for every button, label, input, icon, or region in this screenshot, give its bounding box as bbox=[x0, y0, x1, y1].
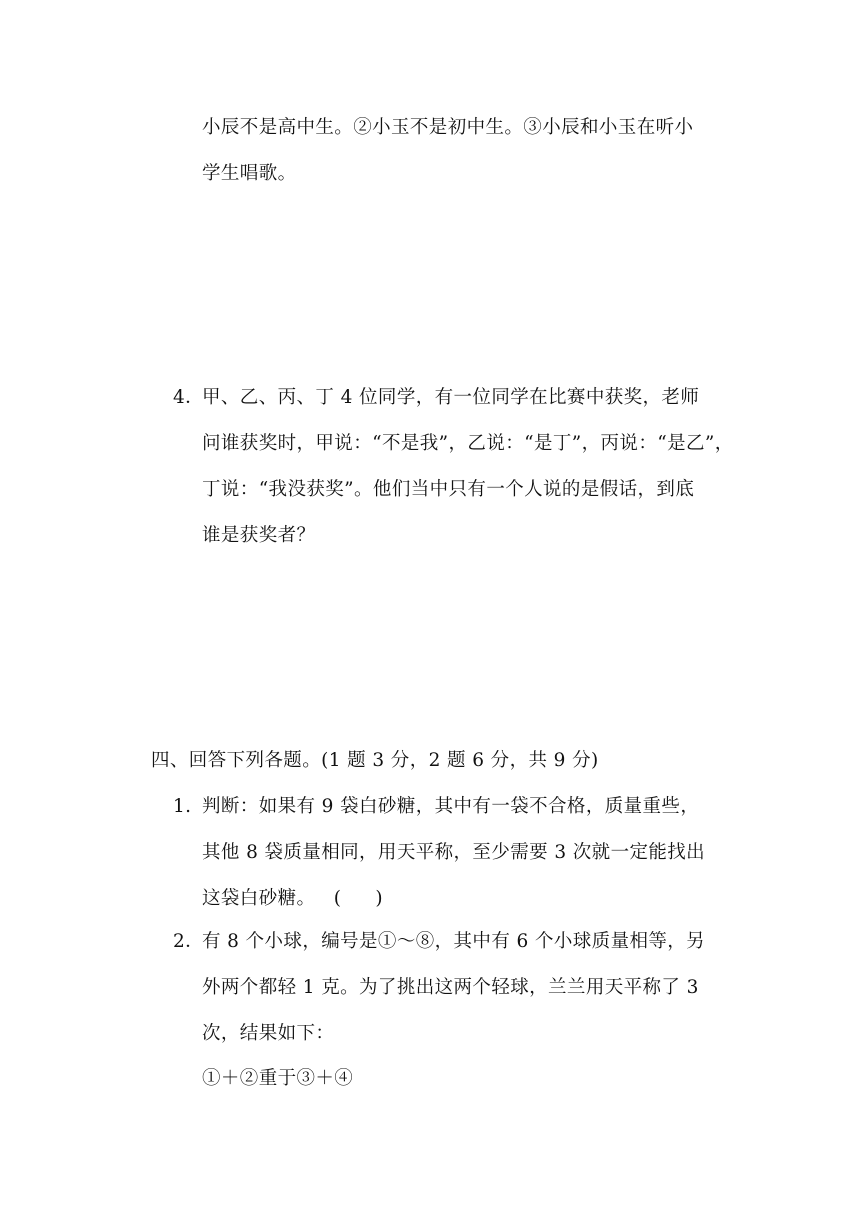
problem4-line-3: 丁说：“我没获奖”。他们当中只有一个人说的是假话，到底 bbox=[202, 479, 695, 500]
answer-bracket-open: ( bbox=[333, 888, 342, 909]
q2-line-1: 有 8 个小球，编号是①～⑧，其中有 6 个小球质量相等，另 bbox=[202, 931, 706, 952]
q1-line-2: 其他 8 袋质量相同，用天平称，至少需要 3 次就一定能找出 bbox=[202, 842, 706, 863]
section4-heading: 四、回答下列各题。(1 题 3 分，2 题 6 分，共 9 分) bbox=[151, 750, 599, 771]
problem4-line-1: 甲、乙、丙、丁 4 位同学，有一位同学在比赛中获奖，老师 bbox=[202, 387, 700, 408]
answer-bracket-close: ) bbox=[375, 888, 383, 909]
problem4-number: 4． bbox=[173, 387, 205, 408]
q1-number: 1. bbox=[173, 796, 192, 817]
q2-line-2: 外两个都轻 1 克。为了挑出这两个轻球，兰兰用天平称了 3 bbox=[202, 977, 699, 998]
q2-line-4: ①＋②重于③＋④ bbox=[202, 1068, 354, 1089]
problem4-line-4: 谁是获奖者？ bbox=[202, 525, 316, 546]
problem4-line-2: 问谁获奖时，甲说：“不是我”，乙说：“是丁”，丙说：“是乙”， bbox=[202, 433, 734, 454]
q1-line-1: 判断：如果有 9 袋白砂糖，其中有一袋不合格，质量重些， bbox=[202, 796, 700, 817]
q2-line-3: 次，结果如下： bbox=[202, 1023, 335, 1044]
q1-line-3 bbox=[202, 887, 383, 911]
q1-line-3-text: 这袋白砂糖。 bbox=[202, 888, 316, 909]
problem3-line-2: 学生唱歌。 bbox=[202, 163, 297, 184]
problem3-line-1: 小辰不是高中生。②小玉不是初中生。③小辰和小玉在听小 bbox=[202, 117, 694, 138]
q2-number: 2． bbox=[173, 931, 205, 952]
